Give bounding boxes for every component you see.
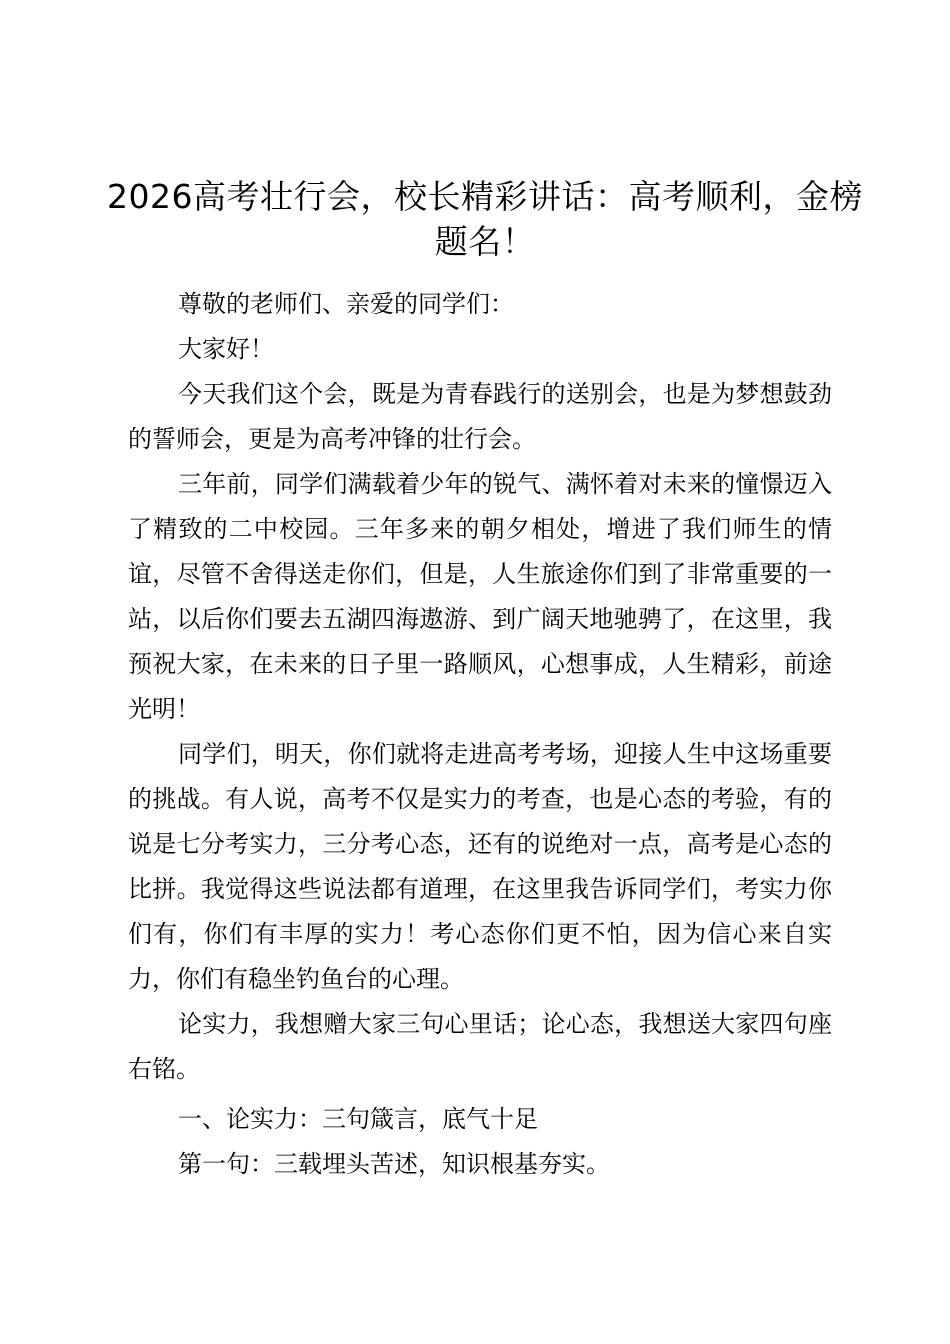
section-heading: 一、论实力：三句箴言，底气十足 <box>178 1105 538 1133</box>
document-body <box>128 282 832 1187</box>
paragraph-intro: 今天我们这个会，既是为青春践行的送别会，也是为梦想鼓劲的誓师会，更是为高考冲锋的壮行会。 <box>128 380 832 453</box>
document-title: 2026高考壮行会，校长精彩讲话：高考顺利，金榜题名！ <box>107 177 863 261</box>
sub-heading: 第一句：三载埋头苦述，知识根基夯实。 <box>178 1150 610 1178</box>
paragraph-exam-tomorrow: 同学们，明天，你们就将走进高考考场，迎接人生中这场重要的挑战。有人说，高考不仅是实力的考查，也是心态的考验，有的说是七分考实力，三分考心态，还有的说绝对一点，高考是心态的比拼。我觉得这些说法都有道理，在这里我告诉同学们，考实力你们有，你们有丰厚的实力！考心态你们更不怕，因为信心来自实力，你们有稳坐钓鱼台的心理。 <box>128 740 832 993</box>
greeting: 大家好！ <box>178 335 274 363</box>
paragraph-three-years: 三年前，同学们满载着少年的锐气、满怀着对未来的憧憬迈入了精致的二中校园。三年多来的朝夕相处，增进了我们师生的情谊，尽管不舍得送走你们，但是，人生旅途你们到了非常重要的一站，以后你们要去五湖四海遨游、到广阔天地驰骋了，在这里，我预祝大家，在未来的日子里一路顺风，心想事成，人生精彩，前途光明！ <box>128 470 832 723</box>
paragraph-strength-mindset: 论实力，我想赠大家三句心里话；论心态，我想送大家四句座右铭。 <box>128 1010 832 1083</box>
salutation: 尊敬的老师们、亲爱的同学们： <box>178 290 514 318</box>
